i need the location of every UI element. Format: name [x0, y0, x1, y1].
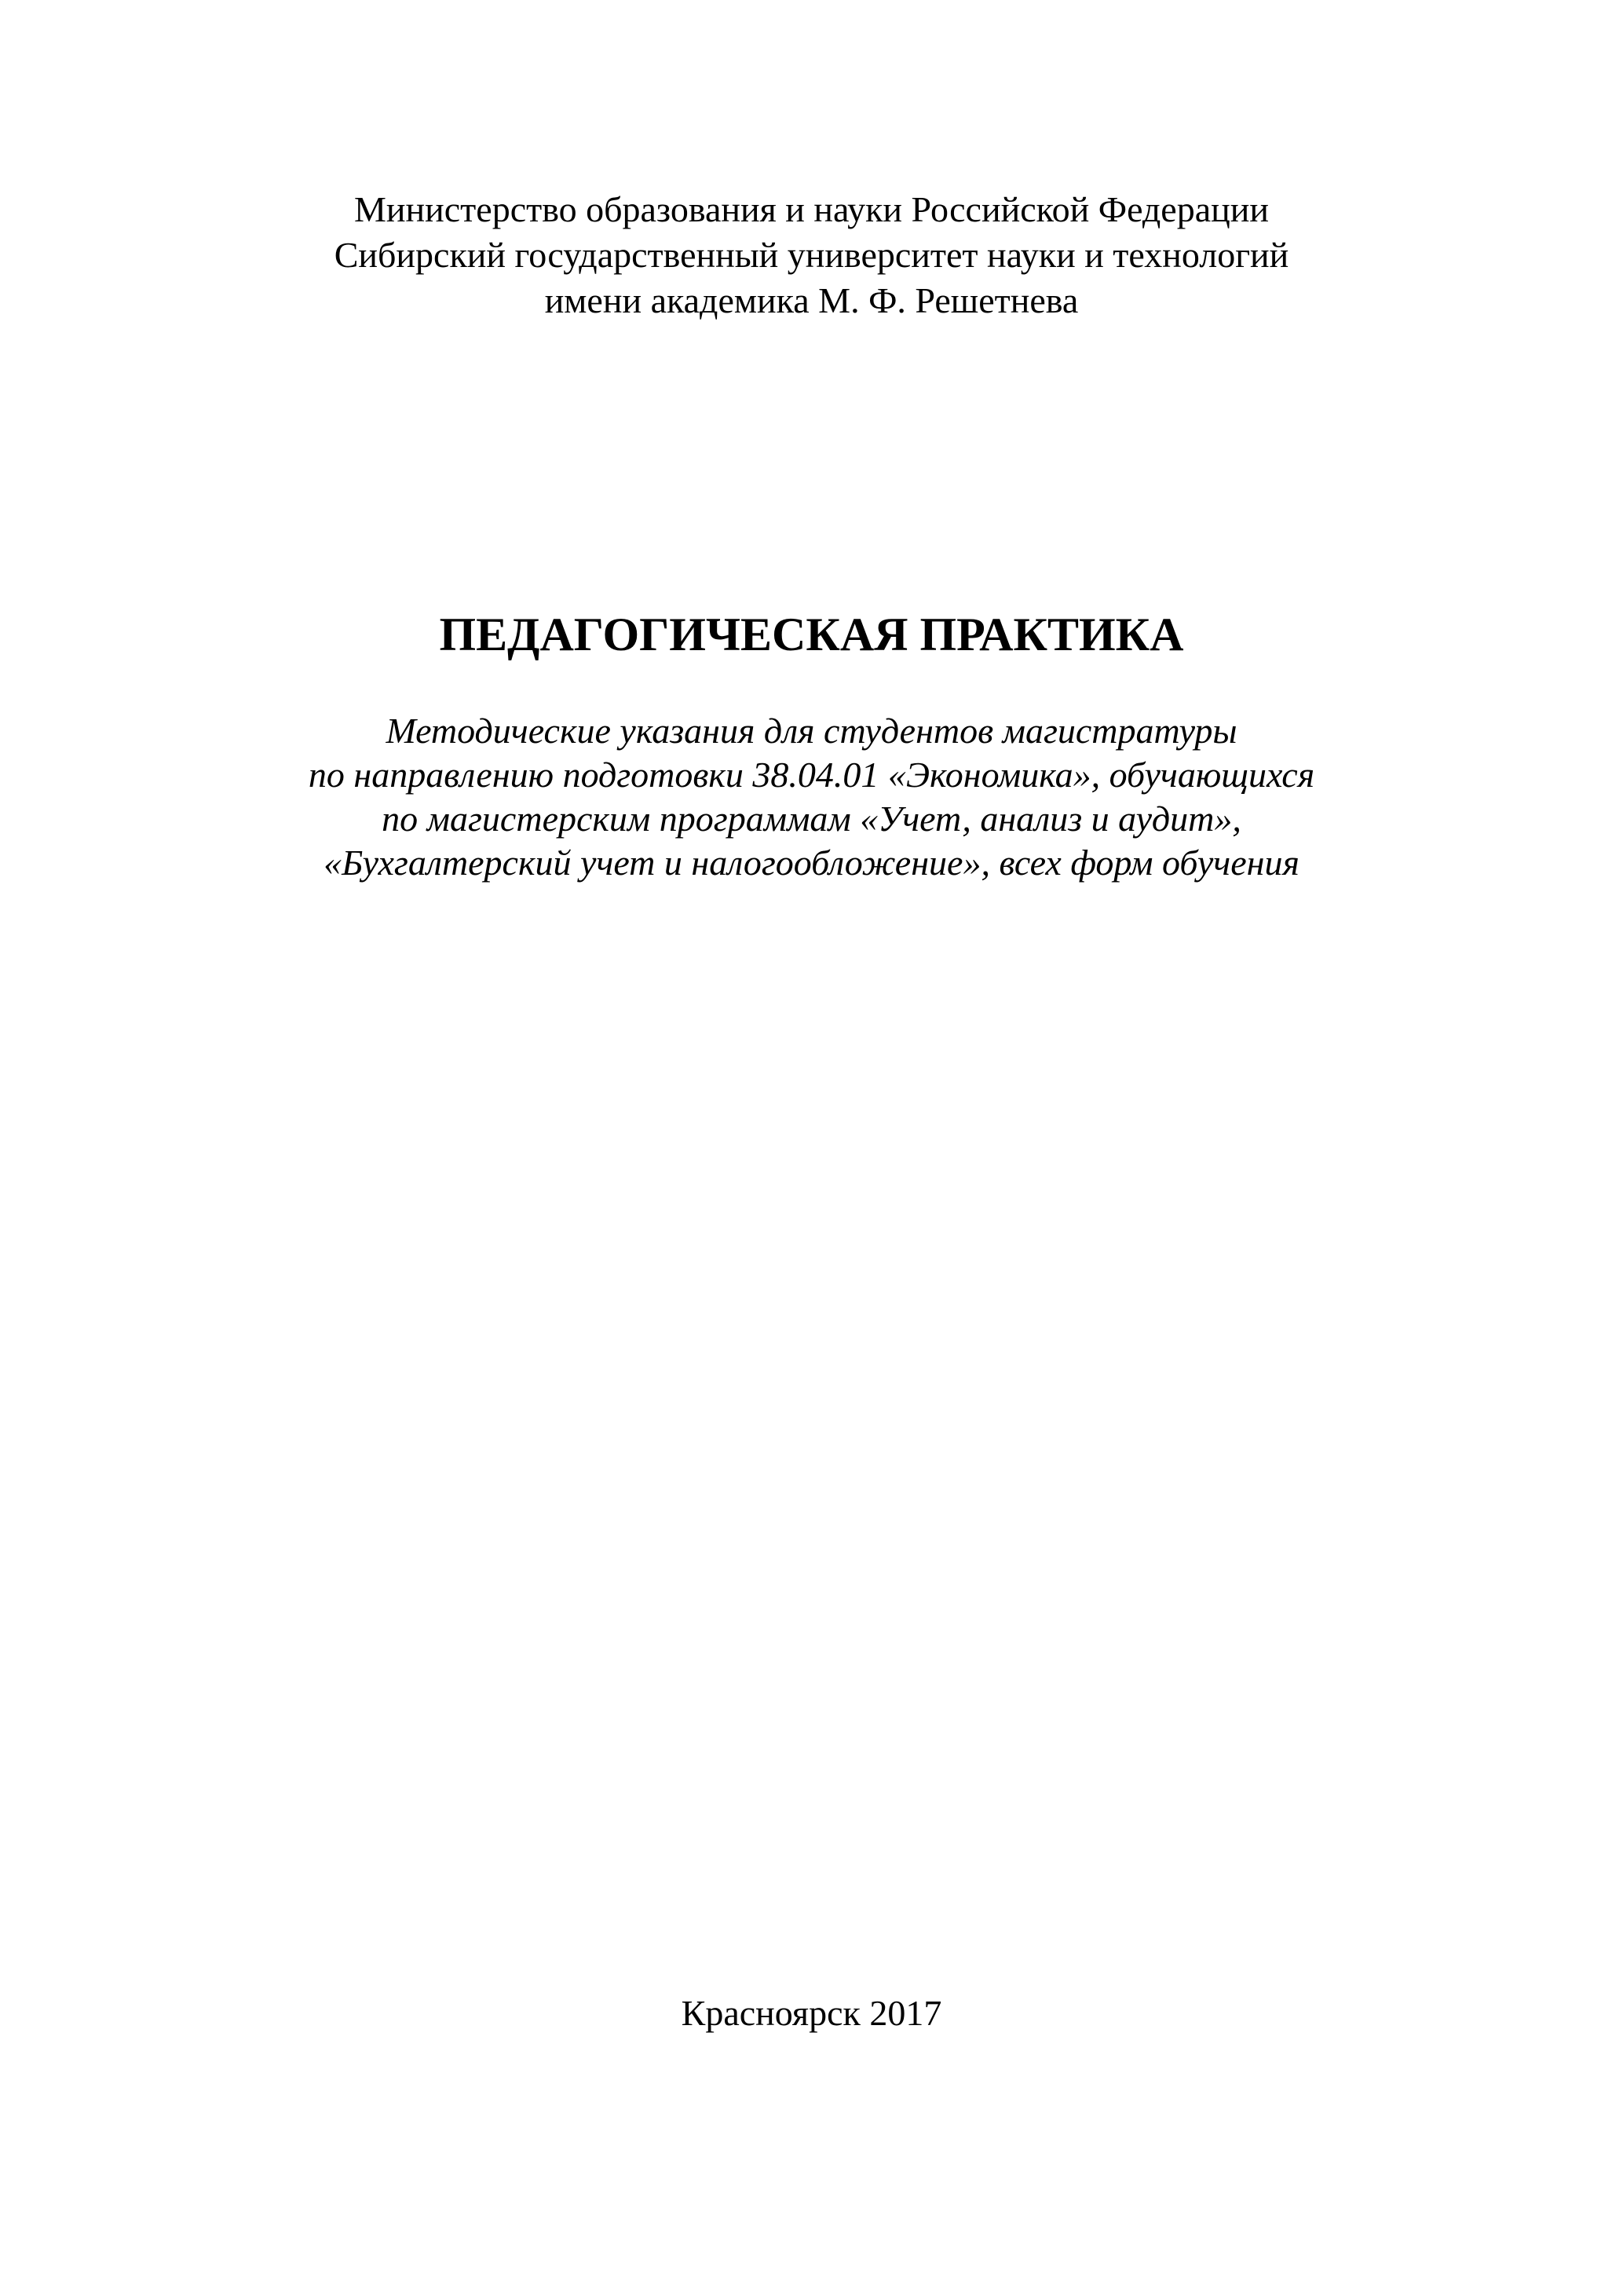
subtitle-line: Методические указания для студентов магистратуры: [386, 711, 1237, 751]
university-line: Сибирский государственный университет науки и технологий: [334, 235, 1289, 275]
document-title: ПЕДАГОГИЧЕСКАЯ ПРАКТИКА: [439, 609, 1184, 660]
subtitle-line: по магистерским программам «Учет, анализ и аудит»,: [382, 799, 1241, 839]
university-name-line: имени академика М. Ф. Решетнева: [544, 280, 1079, 320]
publisher-header: [0, 187, 1623, 324]
ministry-line: Министерство образования и науки Российской Федерации: [354, 189, 1269, 229]
document-subtitle: [0, 709, 1623, 885]
place-and-year: Красноярск 2017: [681, 1993, 942, 2033]
subtitle-line: «Бухгалтерский учет и налогообложение», всех форм обучения: [324, 843, 1299, 883]
subtitle-line: по направлению подготовки 38.04.01 «Экономика», обучающихся: [308, 755, 1315, 795]
